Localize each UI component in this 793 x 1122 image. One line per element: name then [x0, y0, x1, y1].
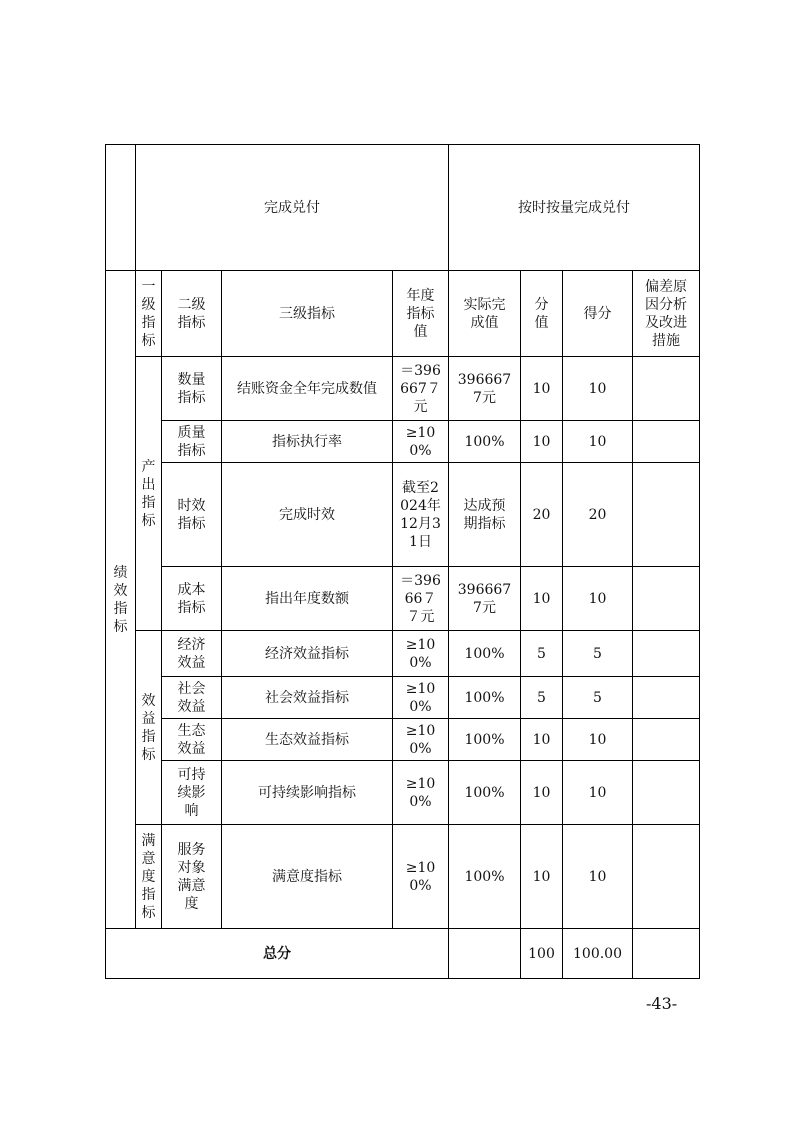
row-l2: 社会效益	[162, 677, 222, 719]
row-actual: 达成预期指标	[449, 463, 521, 567]
row-l2: 生态效益	[162, 719, 222, 761]
row-l3: 可持续影响指标	[222, 761, 393, 825]
row-got: 10	[563, 357, 633, 421]
row-deviation	[633, 631, 700, 677]
row-l2: 成本指标	[162, 567, 222, 631]
header-score-value: 分值	[521, 271, 563, 357]
row-l2: 质量指标	[162, 421, 222, 463]
table-row	[106, 677, 700, 719]
row-got: 10	[563, 567, 633, 631]
row-got: 20	[563, 463, 633, 567]
row-target: ≥100%	[393, 825, 449, 929]
row-score: 10	[521, 761, 563, 825]
blank-cell	[106, 145, 136, 271]
header-level2: 二级指标	[162, 271, 222, 357]
row-deviation	[633, 421, 700, 463]
row-score: 5	[521, 677, 563, 719]
row-deviation	[633, 567, 700, 631]
row-got: 5	[563, 631, 633, 677]
row-actual: 3966677元	[449, 567, 521, 631]
table-row	[106, 825, 700, 929]
row-l3: 完成时效	[222, 463, 393, 567]
header-annual-target: 年度指标值	[393, 271, 449, 357]
group-benefit-indicators: 效益指标	[136, 631, 162, 825]
header-level1: 一级指标	[136, 271, 162, 357]
table-row	[106, 567, 700, 631]
row-score: 10	[521, 357, 563, 421]
row-target: 截至2024年12月31日	[393, 463, 449, 567]
header-level3: 三级指标	[222, 271, 393, 357]
group-satisfaction-indicators: 满意度指标	[136, 825, 162, 929]
page-number: -43-	[646, 994, 678, 1013]
header-row	[106, 271, 700, 357]
header-actual: 实际完成值	[449, 271, 521, 357]
header-score-got: 得分	[563, 271, 633, 357]
total-got: 100.00	[563, 929, 633, 979]
row-l3: 指出年度数额	[222, 567, 393, 631]
row-l2: 经济效益	[162, 631, 222, 677]
row-l3: 满意度指标	[222, 825, 393, 929]
header-deviation: 偏差原因分析及改进措施	[633, 271, 700, 357]
total-row	[106, 929, 700, 979]
row-actual: 100%	[449, 719, 521, 761]
row-got: 10	[563, 421, 633, 463]
row-l3: 生态效益指标	[222, 719, 393, 761]
row-target: ＝396667７元	[393, 357, 449, 421]
row-l3: 指标执行率	[222, 421, 393, 463]
table-row	[106, 145, 700, 271]
row-target: ≥100%	[393, 761, 449, 825]
table-row	[106, 631, 700, 677]
row-score: 20	[521, 463, 563, 567]
row-score: 10	[521, 825, 563, 929]
row-actual: 100%	[449, 825, 521, 929]
row-l3: 经济效益指标	[222, 631, 393, 677]
table-row	[106, 357, 700, 421]
row-l2: 可持续影响	[162, 761, 222, 825]
row-actual: 100%	[449, 421, 521, 463]
total-score: 100	[521, 929, 563, 979]
table-row	[106, 761, 700, 825]
row-deviation	[633, 719, 700, 761]
row-deviation	[633, 677, 700, 719]
table-row	[106, 719, 700, 761]
group-performance-indicators: 绩效指标	[106, 271, 136, 929]
row-actual: 100%	[449, 631, 521, 677]
performance-table	[105, 144, 700, 979]
row-deviation	[633, 825, 700, 929]
row-score: 10	[521, 421, 563, 463]
row-actual: 100%	[449, 761, 521, 825]
row-deviation	[633, 463, 700, 567]
row-actual: 3966677元	[449, 357, 521, 421]
timely-completion-cell: 按时按量完成兑付	[449, 145, 700, 271]
row-got: 10	[563, 761, 633, 825]
total-actual	[449, 929, 521, 979]
row-target: ≥100%	[393, 631, 449, 677]
row-score: 10	[521, 719, 563, 761]
group-output-indicators: 产出指标	[136, 357, 162, 631]
row-actual: 100%	[449, 677, 521, 719]
total-label: 总分	[106, 929, 449, 979]
row-l3: 结账资金全年完成数值	[222, 357, 393, 421]
table-row	[106, 421, 700, 463]
row-got: 10	[563, 719, 633, 761]
row-target: ≥100%	[393, 677, 449, 719]
row-score: 10	[521, 567, 563, 631]
row-l3: 社会效益指标	[222, 677, 393, 719]
row-l2: 服务对象满意度	[162, 825, 222, 929]
row-deviation	[633, 357, 700, 421]
row-target: ≥100%	[393, 719, 449, 761]
row-target: ＝39666７７元	[393, 567, 449, 631]
completion-payment-cell: 完成兑付	[136, 145, 449, 271]
row-deviation	[633, 761, 700, 825]
row-got: 10	[563, 825, 633, 929]
row-target: ≥100%	[393, 421, 449, 463]
row-l2: 时效指标	[162, 463, 222, 567]
row-l2: 数量指标	[162, 357, 222, 421]
total-deviation	[633, 929, 700, 979]
row-got: 5	[563, 677, 633, 719]
row-score: 5	[521, 631, 563, 677]
table-row	[106, 463, 700, 567]
